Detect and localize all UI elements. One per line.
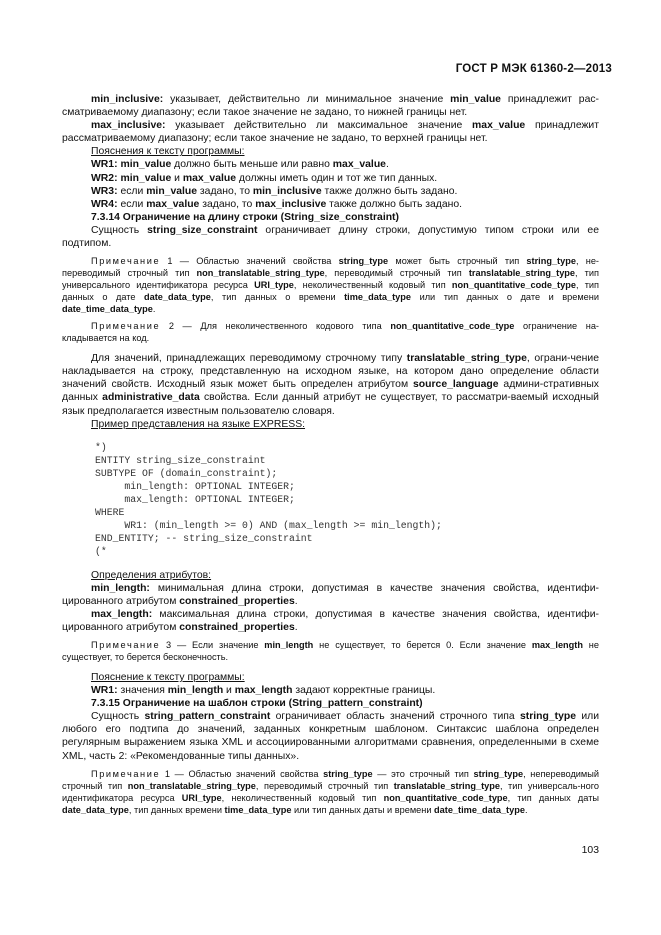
text: также должно быть задано. xyxy=(321,185,458,197)
rule-wr1 xyxy=(62,158,599,171)
text: или любого его подтипа до значений, заданных конкретным шаблоном. Синтаксис шаблона определен регулярным выражением языка XML и ассоциированными алгоритмами сравнения, определенными в схеме XML, часть 2: «Рекомендованные типы данных». xyxy=(62,711,600,762)
term: WR1: xyxy=(91,685,118,697)
text: , переводимый строчный тип xyxy=(255,780,394,791)
term: date_time_data_type xyxy=(62,304,153,315)
text: , непереводимый строчный тип xyxy=(62,768,599,791)
text: максимальная длина строки, допустимая в качестве значения свойства, идентифи-цированного атрибутом xyxy=(62,608,599,633)
text: , переводимый строчный тип xyxy=(324,268,469,279)
text: . xyxy=(385,159,389,171)
text: , тип данных времени xyxy=(128,804,225,815)
term: non_quantitative_code_type xyxy=(383,792,508,803)
term: string_type xyxy=(323,768,373,779)
note-label: Примечание xyxy=(91,640,161,650)
term: max_inclusive: xyxy=(91,120,166,132)
section-heading-7-3-15 xyxy=(62,697,599,710)
label: Пример представления на языке EXPRESS: xyxy=(91,418,306,430)
text: ограничивает область значений строчного типа xyxy=(270,711,521,723)
term: WR1: xyxy=(91,159,118,171)
term: max_length xyxy=(234,685,293,697)
text: и xyxy=(223,685,235,697)
text: . xyxy=(294,621,298,633)
text: значения xyxy=(117,685,168,697)
term: WR3: xyxy=(91,185,118,197)
text: указывает действительно ли максимальное значение xyxy=(165,120,473,132)
text: — это строчный тип xyxy=(372,768,474,779)
text: задано, то xyxy=(199,198,256,210)
term: min_value xyxy=(120,172,172,184)
term: string_type xyxy=(473,768,524,779)
term: max_value xyxy=(472,120,526,132)
term: constrained_properties xyxy=(179,595,295,607)
term: max_value xyxy=(332,159,386,171)
note-label: Примечание xyxy=(91,321,161,332)
text: , тип данных даты xyxy=(507,792,600,803)
text: , тип данных о времени xyxy=(210,292,345,303)
text: . xyxy=(524,804,528,815)
text: ограничивает длину строки, допустимую типом строки или ее подтипом. xyxy=(62,224,599,250)
program-explanation-label-2 xyxy=(62,671,599,684)
text: Сущность xyxy=(91,224,148,236)
text: не существует, то берется 0. Если значение xyxy=(313,640,532,650)
text: . xyxy=(152,304,156,315)
term: max_length xyxy=(531,640,583,650)
term: URI_type xyxy=(181,792,222,803)
term: min_length xyxy=(167,685,224,697)
label: Пояснения к тексту программы: xyxy=(91,146,245,158)
attr-min-length xyxy=(62,582,599,608)
paragraph-min-inclusive xyxy=(62,93,599,119)
section-heading-7-3-14 xyxy=(62,211,599,224)
term: string_type xyxy=(338,256,389,267)
note-label: Примечание xyxy=(91,768,161,779)
term: date_data_type xyxy=(62,804,129,815)
term: URI_type xyxy=(254,280,294,291)
term: min_value xyxy=(450,94,501,105)
term: non_quantitative_code_type xyxy=(451,280,576,291)
rule-wr1-lengths xyxy=(62,684,599,697)
text: может быть строчный тип xyxy=(388,256,527,267)
text: также должно быть задано. xyxy=(326,198,463,210)
page-number: 103 xyxy=(581,845,599,856)
page-body xyxy=(62,93,599,816)
paragraph-max-inclusive xyxy=(62,119,599,145)
standard-header: ГОСТ Р МЭК 61360-2—2013 xyxy=(455,63,612,75)
text: 2 — Для неколичественного кодового типа xyxy=(160,321,391,332)
label: Определения атрибутов: xyxy=(91,569,212,581)
rule-wr2 xyxy=(62,172,599,185)
term: time_data_type xyxy=(224,804,292,815)
text: указывает, действительно ли минимальное значение xyxy=(163,94,451,105)
rule-wr3 xyxy=(62,185,599,198)
term: translatable_string_type xyxy=(406,353,527,365)
heading: 7.3.14 Ограничение на длину строки (String_size_constraint) xyxy=(91,211,399,223)
term: min_value xyxy=(120,159,172,171)
rule-wr4 xyxy=(62,198,599,211)
term: non_quantitative_code_type xyxy=(390,321,515,332)
text: должны иметь один и тот же тип данных. xyxy=(236,172,438,184)
note-3 xyxy=(62,639,599,663)
term: translatable_string_type xyxy=(393,780,500,791)
text: . xyxy=(294,595,298,607)
text: должно быть меньше или равно xyxy=(171,159,333,171)
paragraph-translatable xyxy=(62,352,599,417)
term: constrained_properties xyxy=(179,621,295,633)
term: min_length xyxy=(264,640,314,650)
express-code-block: *) ENTITY string_size_constraint SUBTYPE OF (domain_constraint); min_length: OPTIONAL INTEGER; max_length: OPTIONAL INTEGER; WHERE WR1: (min_length >= 0) AND (max_length >= min_length); END_ENTITY; -- string_size_constraint (* xyxy=(95,441,442,558)
express-example-label xyxy=(62,418,599,431)
text: , неколичественный кодовый тип xyxy=(221,792,384,803)
text: минимальная длина строки, допустимая в качестве значения свойства, идентифи-цированного атрибутом xyxy=(62,582,599,607)
term: min_inclusive xyxy=(252,185,322,197)
text: и xyxy=(171,172,183,184)
text: , не-переводимый строчный тип xyxy=(62,256,599,279)
text: , ограни-чение накладывается на строку, представленную на исходном языке, на котором дано определение области значений свойств. Исходный язык может быть определен атрибутом xyxy=(62,353,599,391)
term: non_translatable_string_type xyxy=(196,268,325,279)
term: min_length: xyxy=(91,582,150,594)
term: source_language xyxy=(413,379,499,391)
term: date_data_type xyxy=(144,292,211,303)
text: задают корректные границы. xyxy=(292,685,436,697)
term: min_value xyxy=(146,185,198,197)
text: принадлежит рас-сматриваемому диапазону; если такое значение не задано, то нижней границы нет. xyxy=(62,94,599,119)
note-4 xyxy=(62,768,599,816)
text: Для значений, принадлежащих переводимому строчному типу xyxy=(91,353,407,365)
term: string_size_constraint xyxy=(147,224,258,236)
term: min_inclusive: xyxy=(91,94,164,105)
text: не существует, то берется бесконечность. xyxy=(62,640,599,662)
term: max_value xyxy=(182,172,237,184)
term: max_length: xyxy=(91,608,153,620)
text: задано, то xyxy=(197,185,253,197)
note-1 xyxy=(62,255,599,315)
term: non_translatable_string_type xyxy=(127,780,256,791)
text: или тип данных даты и времени xyxy=(291,804,435,815)
note-2 xyxy=(62,320,599,344)
attr-max-length xyxy=(62,608,599,634)
program-explanation-label xyxy=(62,145,599,158)
text: , неколичественный кодовый тип xyxy=(293,280,452,291)
text: принадлежит рассматриваемому диапазону; если такое значение не задано, то верхней границы нет. xyxy=(62,120,599,145)
term: WR4: xyxy=(91,198,118,210)
term: string_type xyxy=(520,711,577,723)
text: если xyxy=(117,185,147,197)
text: 1 — Областью значений свойства xyxy=(160,256,339,267)
text: или тип данных о дате и времени xyxy=(411,292,599,303)
text: если xyxy=(117,198,147,210)
term: administrative_data xyxy=(102,392,200,404)
term: string_type xyxy=(526,256,576,267)
text: админи-стративных данных xyxy=(62,379,599,404)
term: time_data_type xyxy=(344,292,412,303)
label: Пояснение к тексту программы: xyxy=(91,672,245,683)
term: string_pattern_constraint xyxy=(144,711,271,723)
note-label: Примечание xyxy=(91,256,161,267)
text: , тип универсального идентификатора ресурса xyxy=(62,268,599,291)
paragraph-string-pattern xyxy=(62,710,599,762)
text: 1 — Областью значений свойства xyxy=(160,768,324,779)
term: max_inclusive xyxy=(255,198,327,210)
heading: 7.3.15 Ограничение на шаблон строки (String_pattern_constraint) xyxy=(91,698,423,710)
text: свойства. Если данный атрибут не существует, то рассматри-ваемый исходный язык предполагается известным пользователю словаря. xyxy=(62,392,599,417)
text: 3 — Если значение xyxy=(160,640,265,650)
term: translatable_string_type xyxy=(468,268,576,279)
term: date_time_data_type xyxy=(434,804,525,815)
term: max_value xyxy=(146,198,200,210)
text: ограничение на-кладывается на код. xyxy=(62,321,599,344)
attribute-definitions-label xyxy=(62,569,599,582)
term: WR2: xyxy=(91,172,118,184)
paragraph-string-size xyxy=(62,224,599,250)
text: , тип данных о дате xyxy=(62,280,600,303)
text: Сущность xyxy=(91,711,145,723)
text: , тип универсаль-ного идентификатора ресурса xyxy=(62,780,599,803)
